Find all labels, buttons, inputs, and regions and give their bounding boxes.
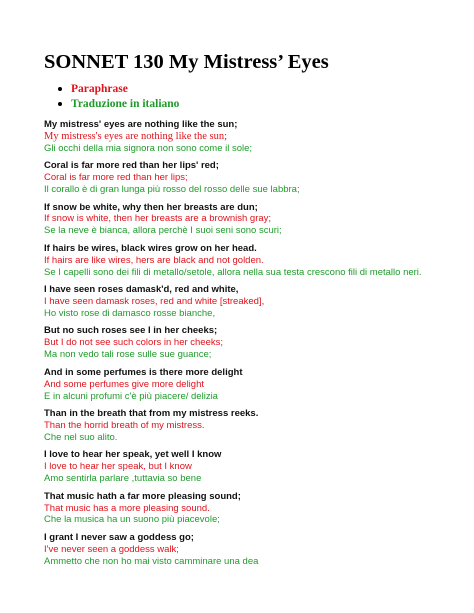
paraphrase-line: If hairs are like wires, hers are black and not golden. <box>44 254 264 266</box>
original-line: I have seen roses damask'd, red and white, <box>44 284 239 296</box>
original-line: If hairs be wires, black wires grow on her head. <box>44 242 257 254</box>
legend-label-translation: Traduzione in italiano <box>71 98 180 110</box>
original-line: And in some perfumes is there more delight <box>44 366 243 378</box>
italian-line: Che nel suo alito. <box>44 431 118 443</box>
original-line: My mistress' eyes are nothing like the sun; <box>44 119 238 130</box>
italian-line: Se I capelli sono dei fili di metallo/setole, allora nella sua testa crescono fili di metallo neri. <box>44 266 422 278</box>
original-line: I love to hear her speak, yet well I know <box>44 449 222 461</box>
paraphrase-line: That music has a more pleasing sound. <box>44 502 210 514</box>
original-line: Than in the breath that from my mistress reeks. <box>44 408 259 420</box>
paraphrase-line: I've never seen a goddess walk; <box>44 543 179 555</box>
paraphrase-line: Coral is far more red than her lips; <box>44 172 188 184</box>
paraphrase-line: If snow is white, then her breasts are a brownish gray; <box>44 213 272 225</box>
italian-line: E in alcuni profumi c'è più piacere/ delizia <box>44 390 218 402</box>
italian-line: Ma non vedo tali rose sulle sue guance; <box>44 349 212 361</box>
stanza <box>44 243 469 284</box>
paraphrase-line: My mistress's eyes are nothing like the sun; <box>44 130 227 142</box>
italian-line: Che la musica ha un suono più piacevole; <box>44 514 220 526</box>
italian-line: Ammetto che non ho mai visto camminare una dea <box>44 555 259 567</box>
stanza <box>44 284 469 325</box>
italian-line: Gli occhi della mia signora non sono come il sole; <box>44 142 253 154</box>
stanza <box>44 202 469 243</box>
legend-item-paraphrase <box>58 82 179 97</box>
paraphrase-line: I love to hear her speak, but I know <box>44 461 192 473</box>
legend-item-translation <box>58 97 179 112</box>
italian-line: Amo sentirla parlare ,tuttavia so bene <box>44 473 202 485</box>
sonnet-lines <box>44 119 469 573</box>
original-line: That music hath a far more pleasing sound; <box>44 490 241 502</box>
stanza <box>44 160 469 201</box>
paraphrase-line: Than the horrid breath of my mistress. <box>44 419 205 431</box>
color-legend <box>58 82 179 112</box>
original-line: If snow be white, why then her breasts are dun; <box>44 201 258 213</box>
stanza <box>44 449 469 490</box>
page-title: SONNET 130 My Mistress’ Eyes <box>44 51 329 73</box>
original-line: Coral is far more red than her lips' red; <box>44 160 219 172</box>
stanza <box>44 367 469 408</box>
stanza <box>44 491 469 532</box>
paraphrase-line: And some perfumes give more delight <box>44 378 204 390</box>
italian-line: Se la neve è bianca, allora perchè I suoi seni sono scuri; <box>44 225 282 237</box>
paraphrase-line: I have seen damask roses, red and white [streaked], <box>44 296 265 308</box>
legend-label-paraphrase: Paraphrase <box>71 83 128 95</box>
stanza <box>44 408 469 449</box>
italian-line: Il corallo è di gran lunga più rosso del rosso delle sue labbra; <box>44 184 300 196</box>
original-line: I grant I never saw a goddess go; <box>44 531 194 543</box>
paraphrase-line: But I do not see such colors in her cheeks; <box>44 337 224 349</box>
italian-line: Ho visto rose di damasco rosse bianche, <box>44 307 216 319</box>
stanza <box>44 325 469 366</box>
stanza <box>44 119 469 160</box>
original-line: But no such roses see I in her cheeks; <box>44 325 218 337</box>
bullet-icon <box>58 87 62 91</box>
bullet-icon <box>58 102 62 106</box>
stanza <box>44 532 469 573</box>
